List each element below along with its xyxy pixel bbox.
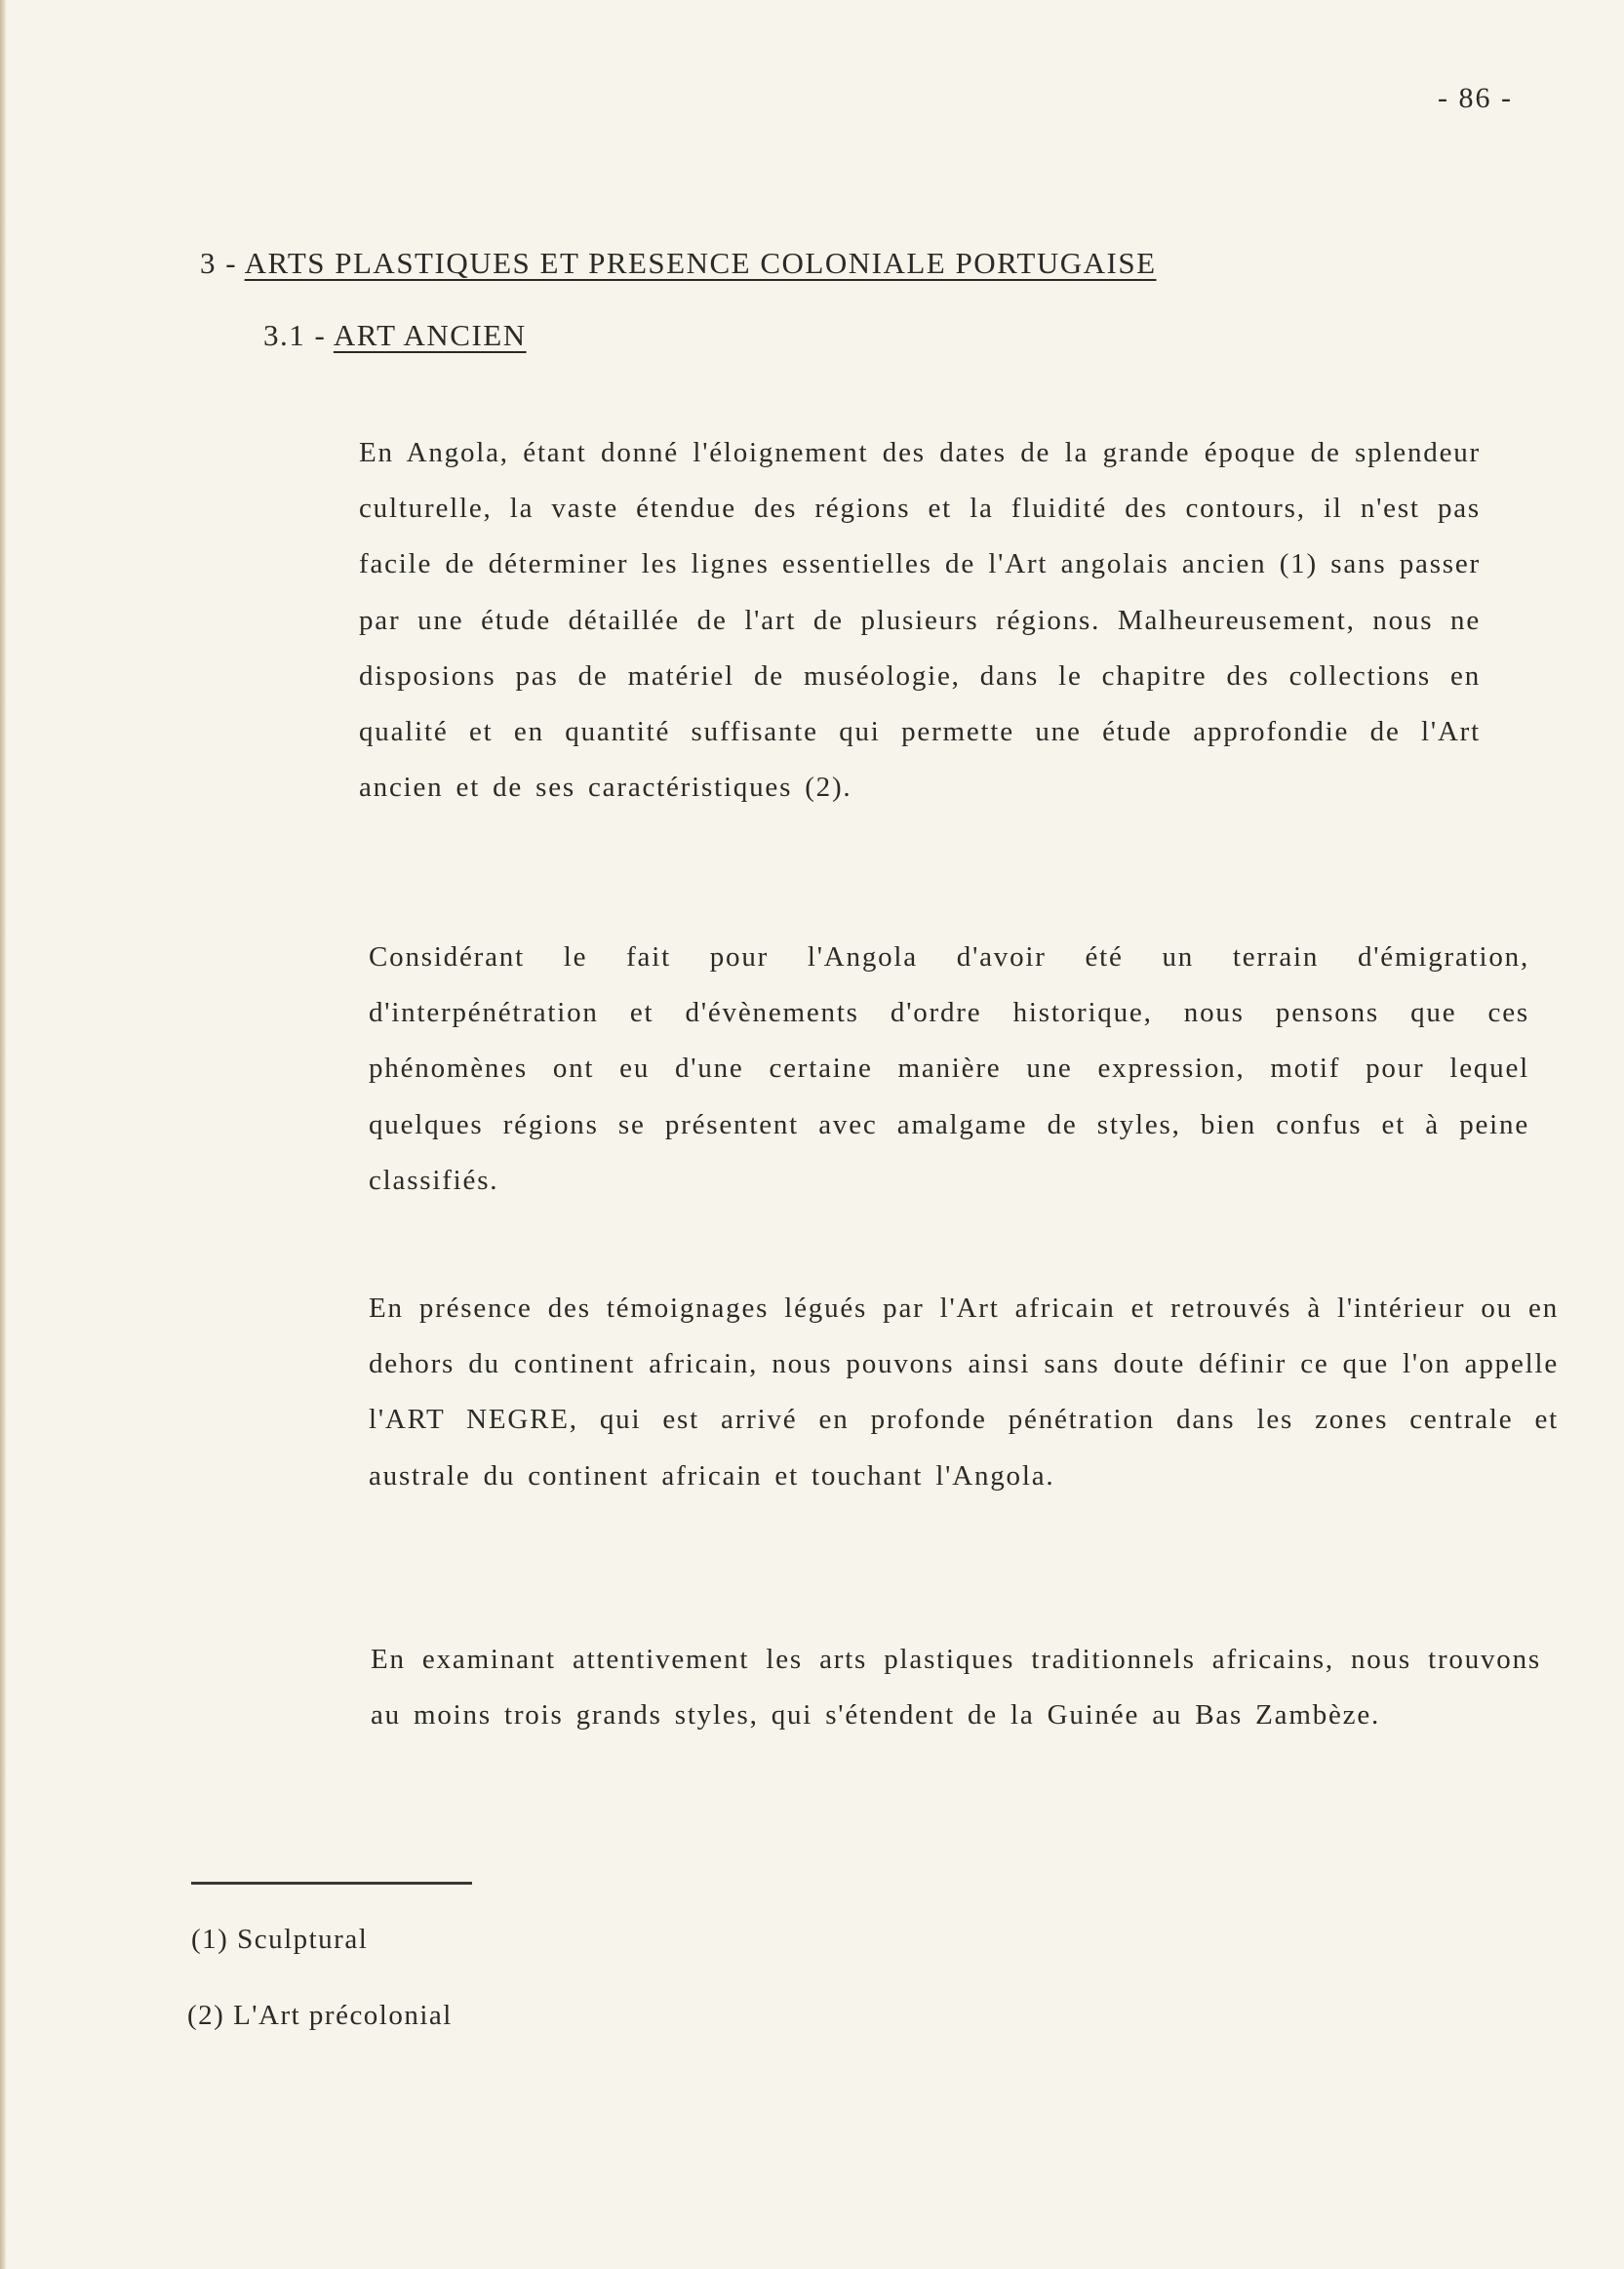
- footnote-separator: [191, 1882, 472, 1885]
- paragraph-3: En présence des témoignages légués par l'Art africain et retrouvés à l'intérieur ou en dehors du continent africain, nous pouvons ainsi sans doute définir ce que l'on appelle l'ART NEGRE, qui est arrivé en profonde pénétration dans les zones centrale et australe du continent africain et touchant l'Angola.: [369, 1293, 1559, 1492]
- section-title: ARTS PLASTIQUES ET PRESENCE COLONIALE PORTUGAISE: [244, 246, 1157, 280]
- paragraph-4: En examinant attentivement les arts plastiques traditionnels africains, nous trouvons au moins trois grands styles, qui s'étendent de la Guinée au Bas Zambèze.: [371, 1644, 1541, 1732]
- paragraph-1: En Angola, étant donné l'éloignement des dates de la grande époque de splendeur culturelle, la vaste étendue des régions et la fluidité des contours, il n'est pas facile de déterminer les lignes essentielles de l'Art angolais ancien (1) sans passer par une étude détaillée de l'art de plusieurs régions. Malheureusement, nous ne disposions pas de matériel de muséologie, dans le chapitre des collections en qualité et en quantité suffisante qui permette une étude approfondie de l'Art ancien et de ses caractéristiques (2).: [359, 437, 1481, 804]
- subsection-title: ART ANCIEN: [333, 318, 527, 352]
- page-number: - 86 -: [1438, 82, 1513, 114]
- section-number: 3 -: [200, 246, 238, 280]
- section-heading: [200, 246, 1157, 281]
- subsection-heading: [263, 318, 527, 353]
- footnote-2: (2) L'Art précolonial: [187, 2000, 453, 2031]
- paragraph-2: Considérant le fait pour l'Angola d'avoir été un terrain d'émigration, d'interpénétration et d'évènements d'ordre historique, nous pensons que ces phénomènes ont eu d'une certaine manière une expression, motif pour lequel quelques régions se présentent avec amalgame de styles, bien confus et à peine classifiés.: [369, 941, 1529, 1196]
- footnote-1: (1) Sculptural: [191, 1924, 369, 1955]
- subsection-number: 3.1 -: [263, 318, 327, 352]
- page-binding-edge: [0, 0, 6, 2269]
